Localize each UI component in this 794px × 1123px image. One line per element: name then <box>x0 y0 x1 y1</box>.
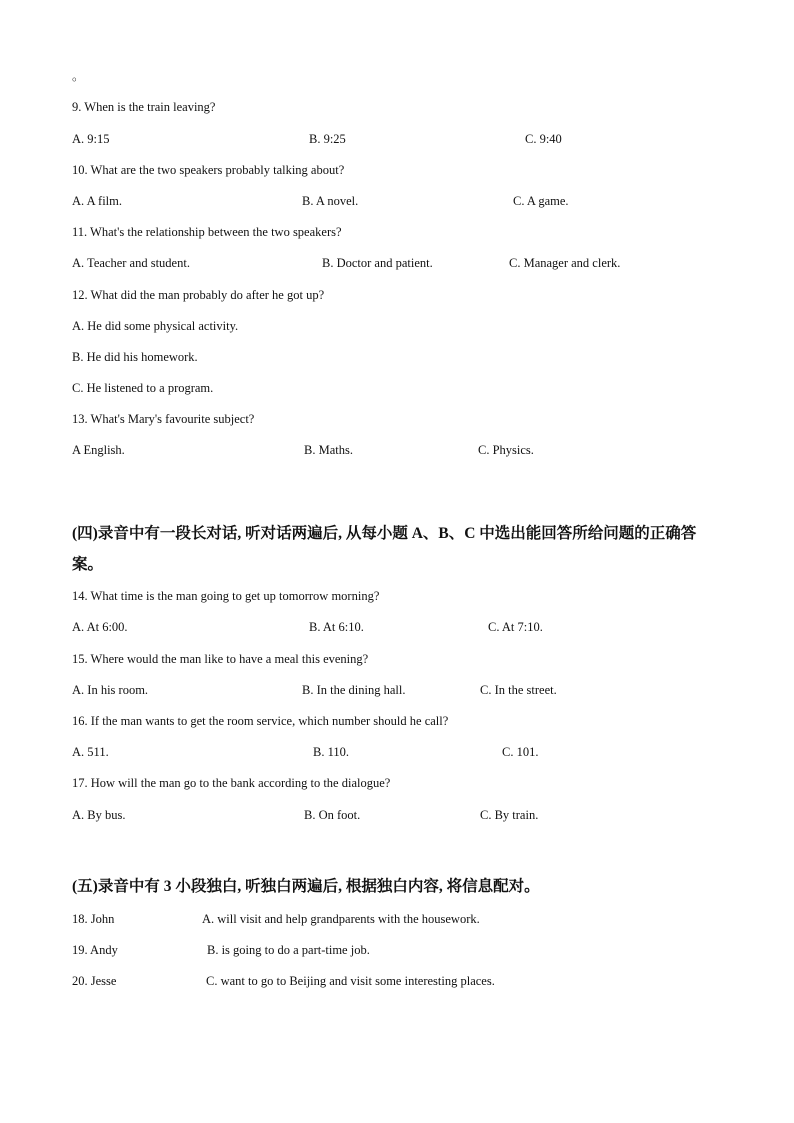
question-10-option-c: C. A game. <box>513 194 569 208</box>
question-15-stem: 15. Where would the man like to have a meal this evening? <box>72 652 369 666</box>
question-15-option-c: C. In the street. <box>480 683 557 697</box>
question-14-option-a: A. At 6:00. <box>72 620 128 634</box>
match-row-name: 18. John <box>72 912 115 926</box>
question-17-option-c: C. By train. <box>480 808 539 822</box>
question-15-option-b: B. In the dining hall. <box>302 683 406 697</box>
question-16-stem: 16. If the man wants to get the room service, which number should he call? <box>72 714 449 728</box>
section-4-heading-line-1: (四)录音中有一段长对话, 听对话两遍后, 从每小题 A、B、C 中选出能回答所给问题的正确答 <box>72 525 697 542</box>
question-10-option-b: B. A novel. <box>302 194 359 208</box>
match-row-name: 20. Jesse <box>72 974 117 988</box>
match-row-info: C. want to go to Beijing and visit some interesting places. <box>206 974 495 988</box>
question-12-option-c: C. He listened to a program. <box>72 381 214 395</box>
question-16-option-a: A. 511. <box>72 745 109 759</box>
question-11-option-c: C. Manager and clerk. <box>509 256 621 270</box>
question-12-option-a: A. He did some physical activity. <box>72 319 239 333</box>
question-14-option-b: B. At 6:10. <box>309 620 364 634</box>
question-12-stem: 12. What did the man probably do after he got up? <box>72 288 325 302</box>
match-row-name: 19. Andy <box>72 943 118 957</box>
match-row-info: A. will visit and help grandparents with the housework. <box>202 912 480 926</box>
match-row-info: B. is going to do a part-time job. <box>207 943 370 957</box>
question-12-option-b: B. He did his homework. <box>72 350 198 364</box>
question-16-option-b: B. 110. <box>313 745 349 759</box>
section-4-heading-line-2: 案。 <box>72 556 104 573</box>
question-11-option-b: B. Doctor and patient. <box>322 256 433 270</box>
question-16-option-c: C. 101. <box>502 745 539 759</box>
question-11-option-a: A. Teacher and student. <box>72 256 190 270</box>
question-9-option-a: A. 9:15 <box>72 132 110 146</box>
question-9-option-c: C. 9:40 <box>525 132 562 146</box>
question-14-option-c: C. At 7:10. <box>488 620 543 634</box>
question-17-stem: 17. How will the man go to the bank according to the dialogue? <box>72 776 391 790</box>
question-10-option-a: A. A film. <box>72 194 123 208</box>
top-mark: 。 <box>72 69 85 83</box>
question-10-stem: 10. What are the two speakers probably talking about? <box>72 163 345 177</box>
question-14-stem: 14. What time is the man going to get up tomorrow morning? <box>72 589 380 603</box>
question-13-option-a: A English. <box>72 443 125 457</box>
question-13-option-b: B. Maths. <box>304 443 353 457</box>
question-17-option-a: A. By bus. <box>72 808 126 822</box>
question-9-option-b: B. 9:25 <box>309 132 346 146</box>
question-9-stem: 9. When is the train leaving? <box>72 100 216 114</box>
question-11-stem: 11. What's the relationship between the two speakers? <box>72 225 342 239</box>
question-13-stem: 13. What's Mary's favourite subject? <box>72 412 255 426</box>
question-17-option-b: B. On foot. <box>304 808 361 822</box>
question-13-option-c: C. Physics. <box>478 443 534 457</box>
question-15-option-a: A. In his room. <box>72 683 149 697</box>
section-5-heading: (五)录音中有 3 小段独白, 听独白两遍后, 根据独白内容, 将信息配对。 <box>72 878 540 895</box>
